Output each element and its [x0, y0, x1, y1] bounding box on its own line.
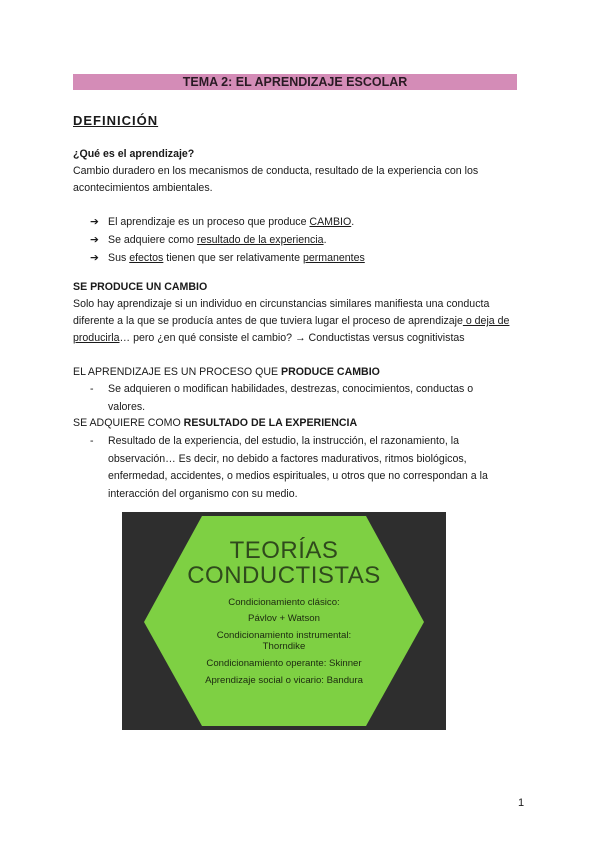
key-points-list: [90, 213, 365, 267]
section-heading-experiencia: SE ADQUIERE COMO RESULTADO DE LA EXPERIENCIA: [73, 417, 358, 429]
list-item: - Se adquieren o modifican habilidades, destrezas, conocimientos, conductas o valores.: [90, 383, 474, 413]
graphic-line: Condicionamiento instrumental:: [216, 630, 352, 641]
graphic-line: Condicionamiento operante: Skinner: [206, 658, 362, 669]
graphic-title-line1: TEORÍAS: [229, 537, 339, 564]
cambio-line1: Solo hay aprendizaje si un individuo en circunstancias similares manifiesta una conducta: [73, 298, 490, 310]
dash-bullet: -: [90, 435, 94, 447]
graphic-line: Thorndike: [262, 641, 306, 652]
graphic-line: Condicionamiento clásico:: [228, 597, 340, 608]
graphic-line: Pávlov + Watson: [248, 613, 320, 624]
definicion-question: ¿Qué es el aprendizaje?: [73, 148, 195, 160]
page-title: TEMA 2: EL APRENDIZAJE ESCOLAR: [73, 74, 517, 90]
section-heading-definicion: DEFINICIÓN: [73, 113, 159, 128]
list-item: ➔ Sus efectos tienen que ser relativamente permanentes: [90, 249, 365, 267]
definicion-answer-line2: acontecimientos ambientales.: [73, 182, 213, 194]
arrow-icon: ➔: [90, 234, 99, 246]
section-heading-proceso: EL APRENDIZAJE ES UN PROCESO QUE PRODUCE CAMBIO: [73, 366, 380, 378]
graphic-title-line2: CONDUCTISTAS: [187, 562, 381, 589]
arrow-icon: ➔: [90, 216, 99, 228]
arrow-icon: ➔: [90, 252, 99, 264]
list-item: ➔ El aprendizaje es un proceso que produce CAMBIO.: [90, 213, 365, 231]
cambio-line2: diferente a la que se producía antes de que tuviera lugar el proceso de aprendizaje o deja de: [73, 315, 510, 327]
section-heading-cambio: SE PRODUCE UN CAMBIO: [73, 281, 208, 293]
graphic-line: Aprendizaje social o vicario: Bandura: [205, 675, 363, 686]
list-item: ➔ Se adquiere como resultado de la experiencia.: [90, 231, 365, 249]
list-item: - Resultado de la experiencia, del estudio, la instrucción, el razonamiento, la observación… Es decir, no debido a factores madurativos, ritmos biológicos, enfermedad, accidentes, o medios espirituales, u otros que no correspondan a la interacción del organismo con su medio.: [90, 435, 488, 500]
dash-bullet: -: [90, 383, 94, 395]
behaviorist-theories-graphic: [122, 512, 446, 730]
cambio-line3: producirla… pero ¿en qué consiste el cambio? → Conductistas versus cognitivistas: [73, 332, 465, 344]
definicion-answer-line1: Cambio duradero en los mecanismos de conducta, resultado de la experiencia con los: [73, 165, 479, 177]
page-number: 1: [518, 797, 525, 809]
